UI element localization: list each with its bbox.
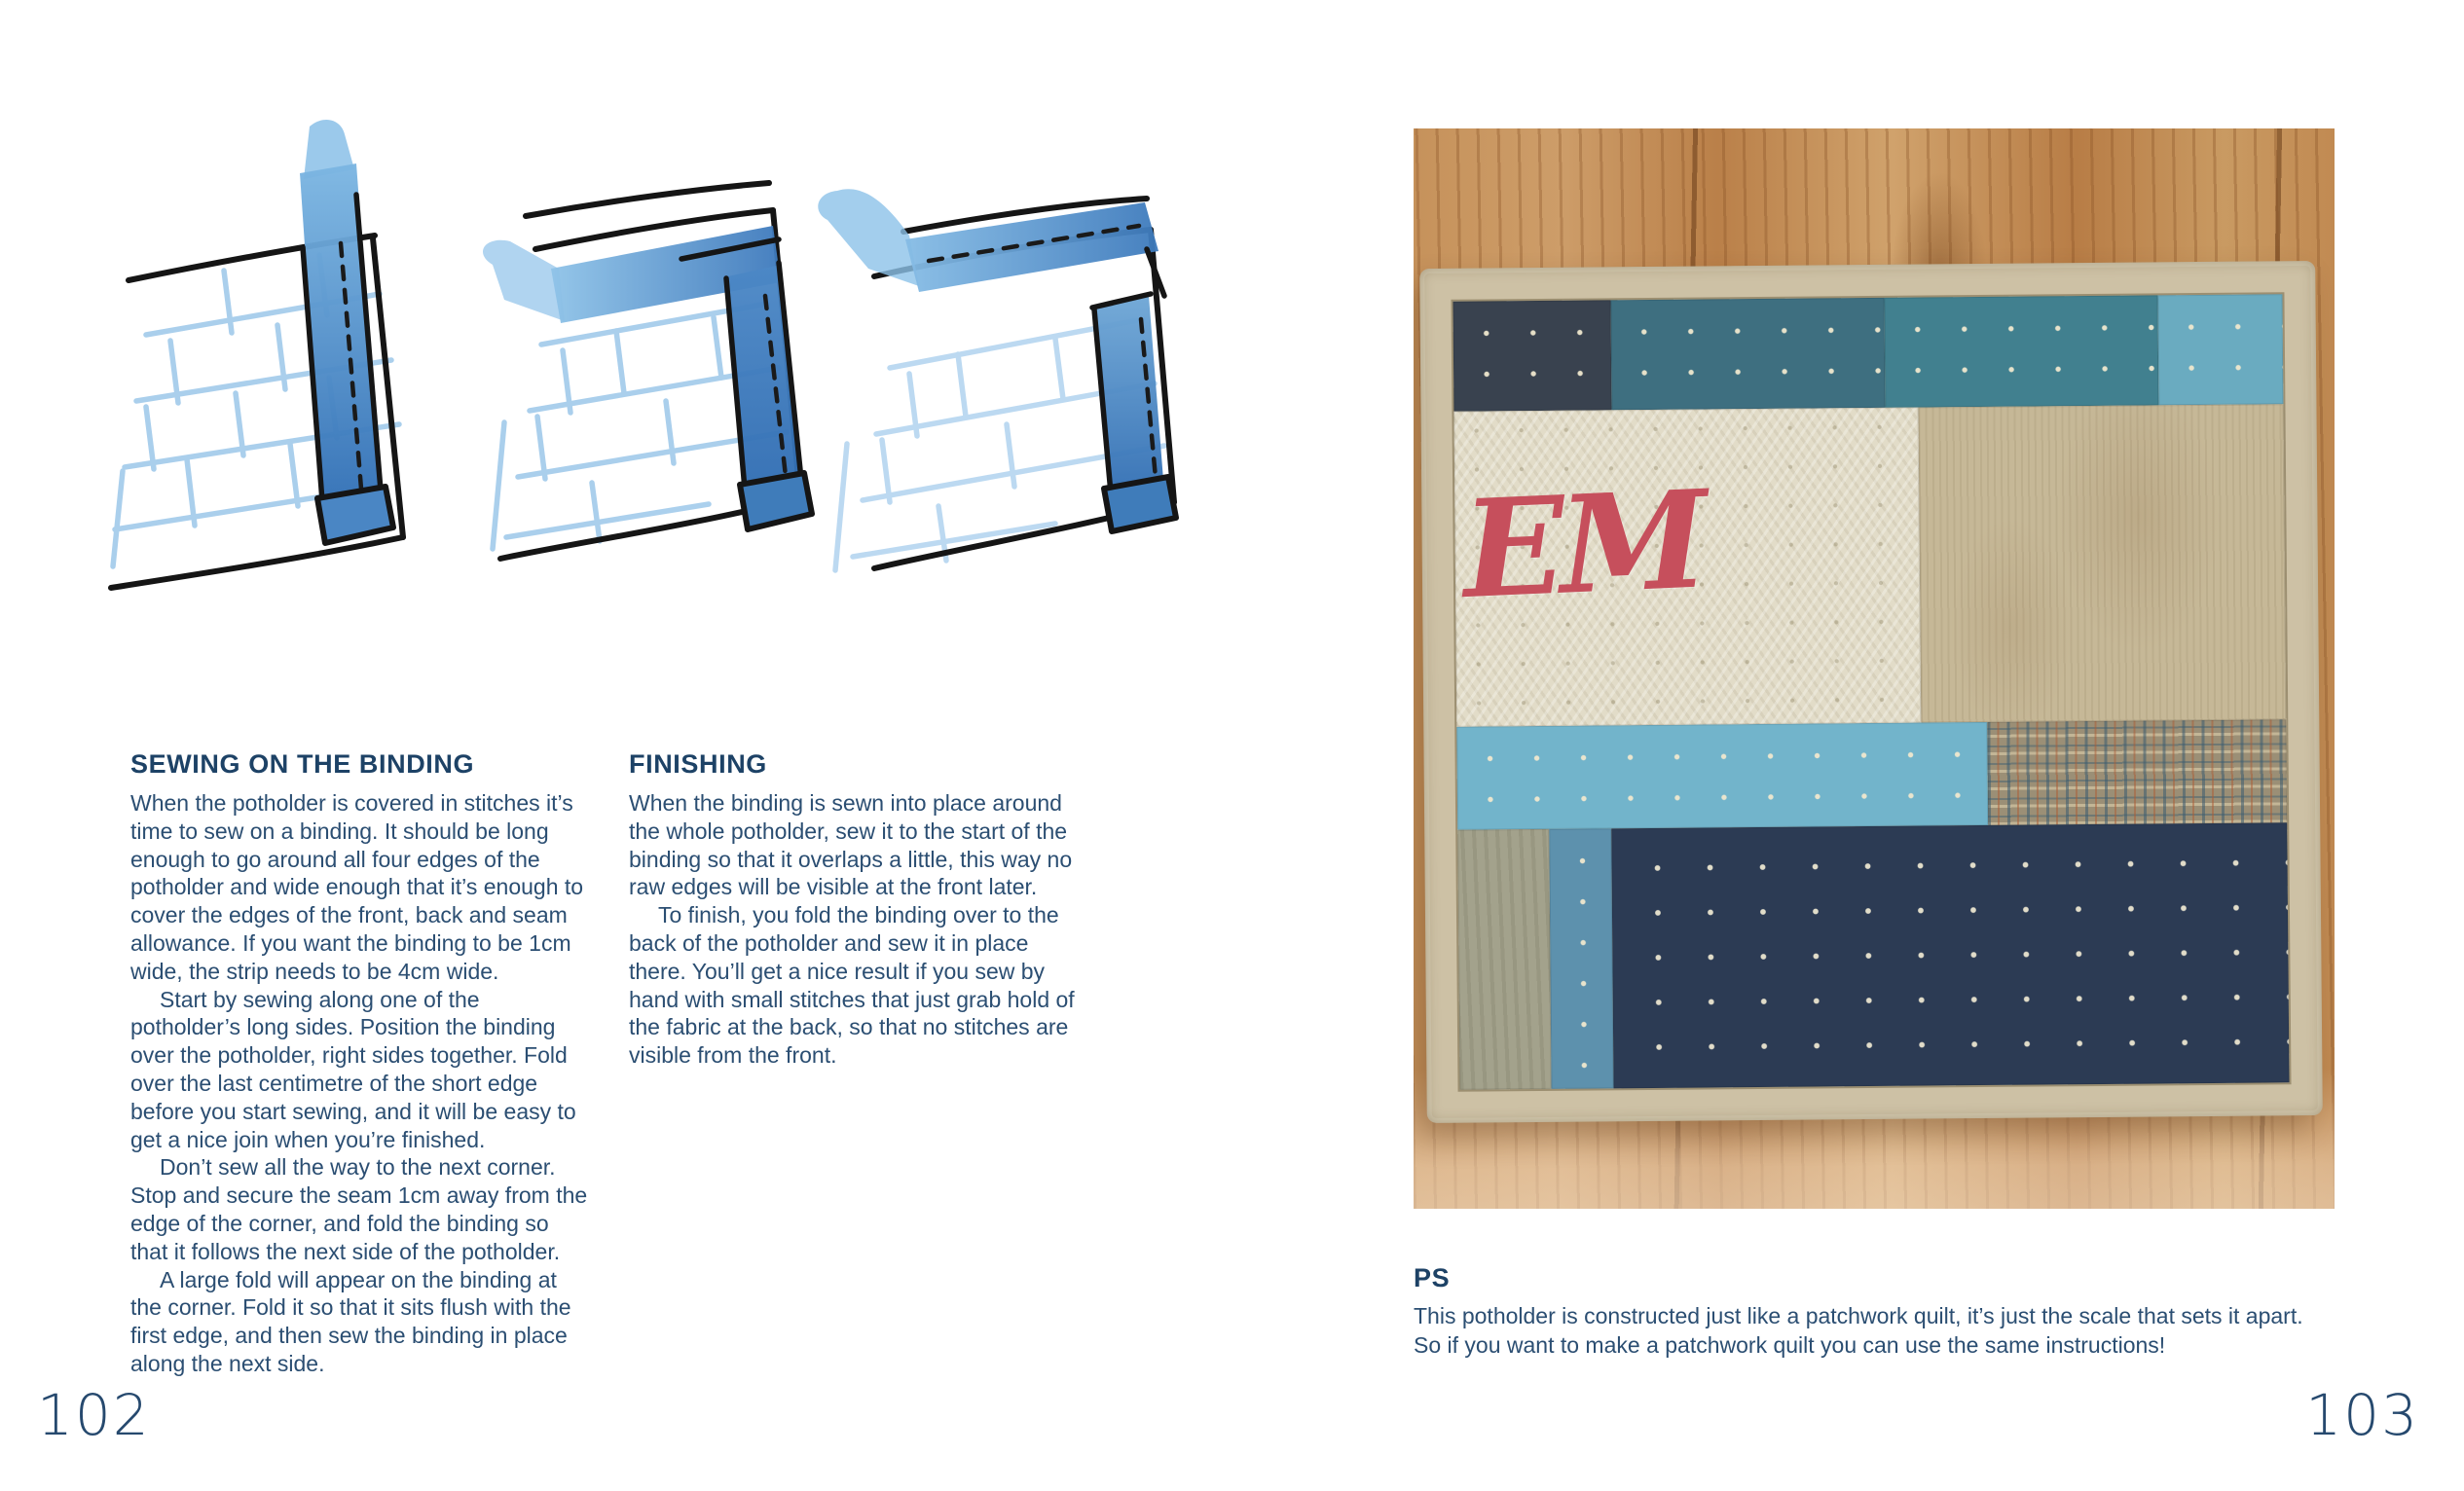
watercolor-illustration-binding-step-2 <box>436 101 826 635</box>
sewing-on-the-binding-section <box>130 749 590 1378</box>
patch-bright-teal <box>1884 295 2158 408</box>
sewing-paragraph: A large fold will appear on the binding at the corner. Fold it so that it sits flush with the first edge, and then sew the binding in place along the next side. <box>130 1266 571 1376</box>
finishing-paragraph: When the binding is sewn into place around the whole potholder, sew it to the start of the binding so that it overlaps a little, this way no raw edges will be visible at the front later. <box>629 790 1073 900</box>
patchwork-potholder <box>1419 261 2323 1123</box>
sewing-section-heading: SEWING ON THE BINDING <box>130 749 475 779</box>
watercolor-illustration-binding-step-3 <box>812 113 1221 646</box>
finishing-section-heading: FINISHING <box>629 749 767 779</box>
patch-woven-check <box>1988 720 2288 825</box>
page-number-left: 102 <box>37 1382 151 1448</box>
patch-teal <box>1610 298 1885 411</box>
potholder-photo <box>1414 128 2335 1209</box>
patch-row-middle <box>1456 720 2287 830</box>
patch-beige-linen <box>1919 405 2287 723</box>
patch-sky-blue <box>1456 722 1988 829</box>
watercolor-illustration-binding-step-1 <box>78 109 428 642</box>
patch-row-bottom <box>1457 822 2289 1090</box>
patchwork-front <box>1453 294 2289 1089</box>
sewing-paragraph: When the potholder is covered in stitches it’s time to sew on a binding. It should be long enough to go around all four edges of the potholder and wide enough that it’s enough to cover the edges of the front, back and seam allowance. If you want the binding to be 1cm wide, the strip needs to be 4cm wide. <box>130 790 584 984</box>
sewing-paragraph: Start by sewing along one of the potholder’s long sides. Position the binding over the potholder, right sides together. Fold over the last centimetre of the short edge before you start sewing, and it will be easy to get a nice join when you’re finished. <box>130 986 576 1152</box>
patch-pale-blue <box>2158 294 2284 406</box>
patch-large-navy <box>1611 822 2290 1088</box>
ps-heading: PS <box>1414 1263 1451 1292</box>
ps-text-line: This potholder is constructed just like a patchwork quilt, it’s just the scale that sets it apart. <box>1414 1303 2303 1328</box>
patch-medium-blue-strip <box>1549 828 1613 1089</box>
ps-section <box>1414 1263 2319 1360</box>
finishing-section <box>629 749 1081 1070</box>
patch-dark-navy <box>1453 300 1611 412</box>
page-number-right: 103 <box>2305 1382 2419 1448</box>
sewing-paragraph: Don’t sew all the way to the next corner. Stop and secure the seam 1cm away from the edge of the corner, and fold the binding so that it follows the next side of the potholder. <box>130 1154 588 1264</box>
patch-row-top <box>1453 294 2283 412</box>
embroidered-monogram: EM <box>1459 459 1707 630</box>
ps-text-line: So if you want to make a patchwork quilt you can use the same instructions! <box>1414 1332 2166 1358</box>
patch-sage-strip <box>1457 829 1551 1090</box>
finishing-paragraph: To finish, you fold the binding over to the back of the potholder and sew it in place there. You’ll get a nice result if you sew by hand with small stitches that just grab hold of the fabric at the back, so that no stitches are visible from the front. <box>629 902 1075 1069</box>
